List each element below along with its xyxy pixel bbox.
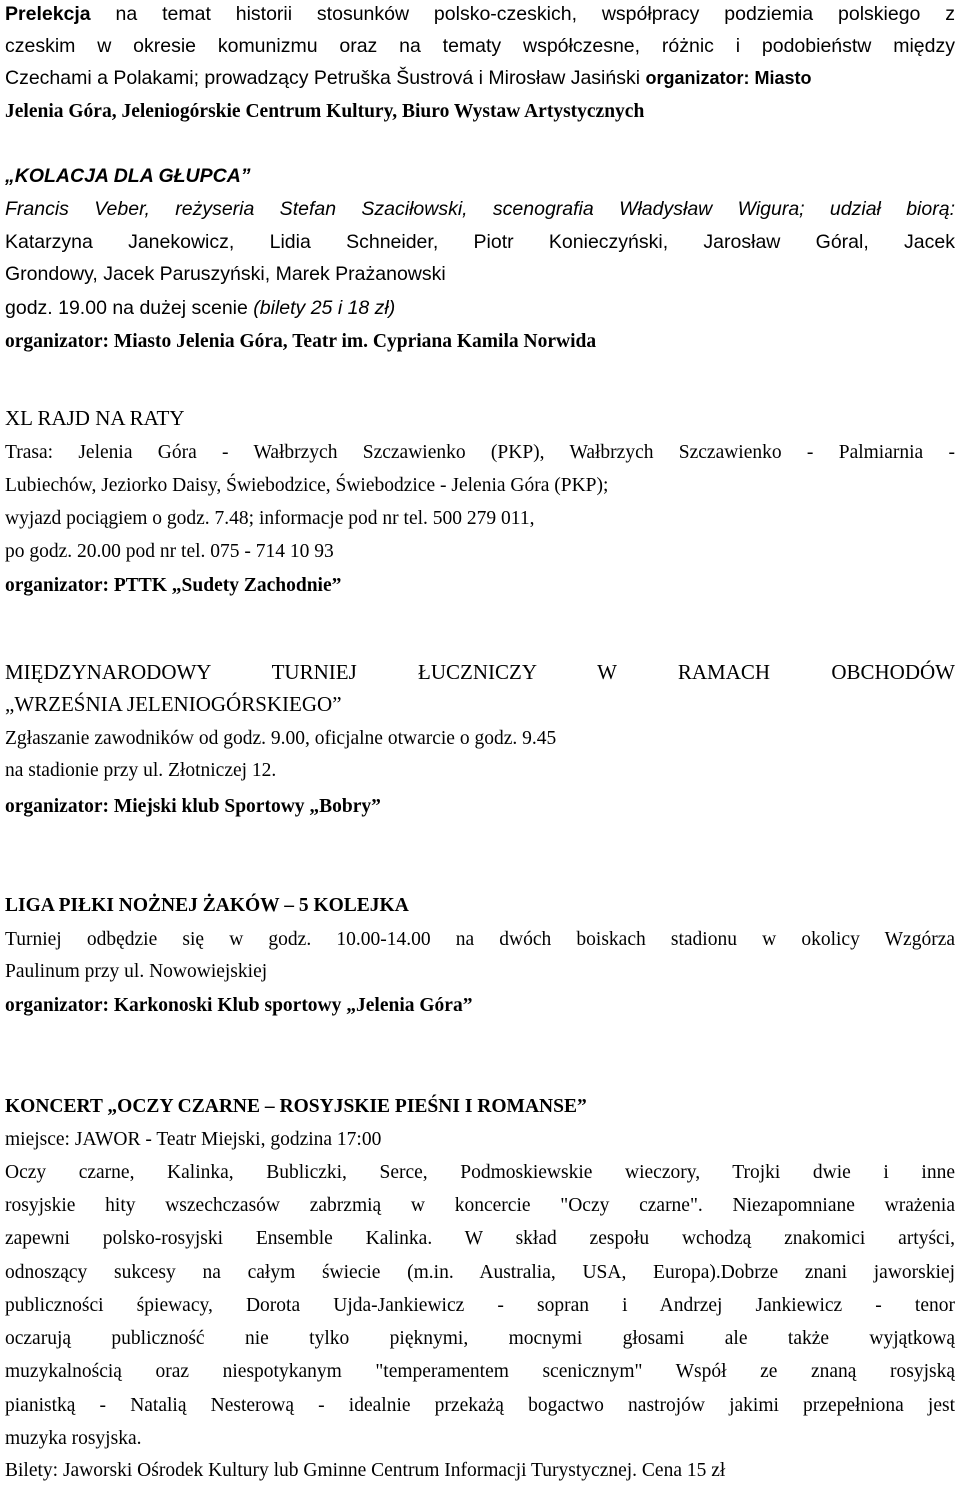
koncert-text-line: pianistką - Natalią Nesterową - idealnie przekażą bogactwo nastrojów jakimi przepełniona jest bbox=[5, 1395, 955, 1416]
koncert-text-line: Oczy czarne, Kalinka, Bubliczki, Serce, Podmoskiewskie wieczory, Trojki dwie i inne bbox=[5, 1162, 955, 1183]
prelekcja-text: Czechami a Polakami; prowadzący Petruška Šustrová i Mirosław Jasiński bbox=[5, 67, 641, 89]
prelekcja-organizer-line: Jelenia Góra, Jeleniogórskie Centrum Kultury, Biuro Wystaw Artystycznych bbox=[5, 101, 645, 122]
kolacja-time bbox=[5, 296, 955, 320]
rajd-line-4: po godz. 20.00 pod nr tel. 075 - 714 10 93 bbox=[5, 541, 334, 562]
kolacja-time-text: godz. 19.00 na dużej scenie bbox=[5, 297, 248, 319]
prelekcja-organizer: organizator: Miasto bbox=[645, 68, 812, 88]
rajd-line-1: Trasa: Jelenia Góra - Wałbrzych Szczawienko (PKP), Wałbrzych Szczawienko - Palmiarnia - bbox=[5, 442, 955, 463]
kolacja-organizer: organizator: Miasto Jelenia Góra, Teatr im. Cypriana Kamila Norwida bbox=[5, 331, 597, 352]
liga-line-1: Turniej odbędzie się w godz. 10.00-14.00 na dwóch boiskach stadionu w okolicy Wzgórza bbox=[5, 929, 955, 950]
turniej-line-2: na stadionie przy ul. Złotniczej 12. bbox=[5, 760, 277, 781]
rajd-line-3: wyjazd pociągiem o godz. 7.48; informacje pod nr tel. 500 279 011, bbox=[5, 508, 535, 529]
turniej-title-1: MIĘDZYNARODOWY TURNIEJ ŁUCZNICZY W RAMACH OBCHODÓW bbox=[5, 660, 955, 684]
turniej-line-1: Zgłaszanie zawodników od godz. 9.00, oficjalne otwarcie o godz. 9.45 bbox=[5, 728, 557, 749]
kolacja-title: „KOLACJA DLA GŁUPCA” bbox=[5, 165, 251, 187]
koncert-text-line: odnoszący sukcesy na całym świecie (m.in. Australia, USA, Europa).Dobrze znani jaworskiej bbox=[5, 1262, 955, 1283]
kolacja-price: (bilety 25 i 18 zł) bbox=[253, 297, 396, 319]
koncert-place: miejsce: JAWOR - Teatr Miejski, godzina 17:00 bbox=[5, 1129, 382, 1150]
prelekcja-text: na temat historii stosunków polsko-czeskich, współpracy podziemia polskiego z bbox=[115, 3, 955, 25]
koncert-text-line: zapewni polsko-rosyjski Ensemble Kalinka. W skład zespołu wchodzą znakomici artyści, bbox=[5, 1228, 955, 1249]
kolacja-line-3: Grondowy, Jacek Paruszyński, Marek Prażanowski bbox=[5, 263, 446, 285]
koncert-text-line: publiczności śpiewacy, Dorota Ujda-Jankiewicz - sopran i Andrzej Jankiewicz - tenor bbox=[5, 1295, 955, 1316]
kolacja-line-2: Katarzyna Janekowicz, Lidia Schneider, Piotr Konieczyński, Jarosław Góral, Jacek bbox=[5, 231, 955, 253]
prelekcja-heading: Prelekcja bbox=[5, 3, 91, 25]
prelekcja-line-3 bbox=[5, 66, 955, 90]
koncert-text-last: muzyka rosyjska. bbox=[5, 1428, 142, 1449]
rajd-line-2: Lubiechów, Jeziorko Daisy, Świebodzice, Świebodzice - Jelenia Góra (PKP); bbox=[5, 475, 609, 496]
prelekcja-line-2: czeskim w okresie komunizmu oraz na tematy współczesne, różnic i podobieństw między bbox=[5, 35, 955, 57]
turniej-organizer: organizator: Miejski klub Sportowy „Bobry” bbox=[5, 796, 381, 817]
kolacja-line-1: Francis Veber, reżyseria Stefan Szaciłowski, scenografia Władysław Wigura; udział biorą: bbox=[5, 198, 955, 220]
rajd-title: XL RAJD NA RATY bbox=[5, 406, 185, 430]
liga-organizer: organizator: Karkonoski Klub sportowy „Jelenia Góra” bbox=[5, 995, 473, 1016]
prelekcja-line-1 bbox=[5, 2, 955, 26]
rajd-organizer: organizator: PTTK „Sudety Zachodnie” bbox=[5, 575, 342, 596]
liga-title: LIGA PIŁKI NOŻNEJ ŻAKÓW – 5 KOLEJKA bbox=[5, 895, 409, 916]
koncert-text-line: oczarują publiczność nie tylko pięknymi, mocnymi głosami ale także wyjątkową bbox=[5, 1328, 955, 1349]
koncert-text-line: muzykalnością oraz niespotykanym "temperamentem scenicznym" Współ ze znaną rosyjską bbox=[5, 1361, 955, 1382]
koncert-text-line: rosyjskie hity wszechczasów zabrzmią w koncercie "Oczy czarne". Niezapomniane wrażenia bbox=[5, 1195, 955, 1216]
koncert-title: KONCERT „OCZY CZARNE – ROSYJSKIE PIEŚNI I ROMANSE” bbox=[5, 1096, 587, 1117]
liga-line-2: Paulinum przy ul. Nowowiejskiej bbox=[5, 961, 268, 982]
turniej-title-2: „WRZEŚNIA JELENIOGÓRSKIEGO” bbox=[5, 692, 342, 716]
koncert-tickets: Bilety: Jaworski Ośrodek Kultury lub Gminne Centrum Informacji Turystycznej. Cena 15 zł bbox=[5, 1460, 726, 1481]
